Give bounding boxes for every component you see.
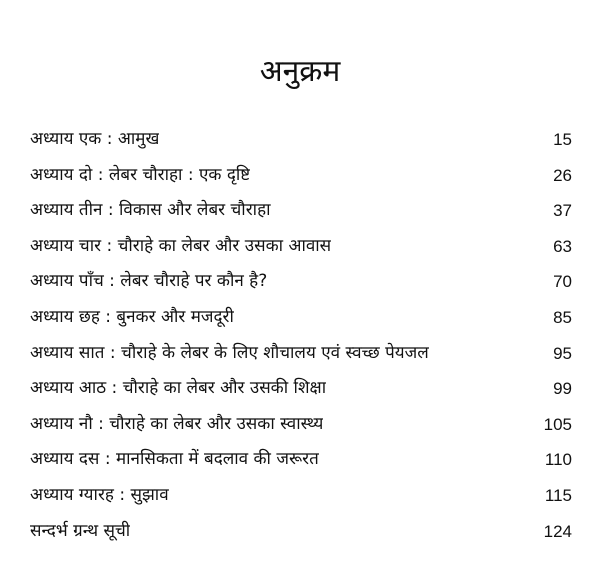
toc-entry-label: अध्याय नौ : चौराहे का लेबर और उसका स्वास्थ्य bbox=[30, 413, 324, 434]
toc-entry-page: 70 bbox=[553, 272, 572, 292]
toc-entry bbox=[30, 158, 572, 194]
toc-entry bbox=[30, 407, 572, 443]
toc-entry-label: अध्याय दस : मानसिकता में बदलाव की जरूरत bbox=[30, 449, 319, 470]
toc-entry-page: 115 bbox=[544, 485, 572, 505]
toc-entry-page: 110 bbox=[544, 450, 572, 470]
toc-entry bbox=[30, 193, 572, 229]
toc-entry bbox=[30, 122, 572, 158]
toc-entry-page: 26 bbox=[553, 165, 572, 185]
toc-entry-label: अध्याय पाँच : लेबर चौराहे पर कौन है? bbox=[30, 271, 268, 292]
toc-entry-label: सन्दर्भ ग्रन्थ सूची bbox=[30, 520, 131, 541]
toc-entry bbox=[30, 229, 572, 265]
toc-entry-label: अध्याय ग्यारह : सुझाव bbox=[30, 484, 169, 505]
toc-entry bbox=[30, 300, 572, 336]
toc-entry-page: 85 bbox=[553, 307, 572, 327]
toc-entry-page: 105 bbox=[543, 414, 572, 434]
toc-entry bbox=[30, 336, 572, 372]
toc-entry-label: अध्याय एक : आमुख bbox=[30, 129, 160, 149]
toc-entry-page: 15 bbox=[553, 130, 572, 149]
toc-list bbox=[30, 122, 572, 549]
toc-entry bbox=[30, 371, 572, 407]
toc-entry-label: अध्याय चार : चौराहे का लेबर और उसका आवास bbox=[30, 235, 332, 256]
toc-entry-label: अध्याय आठ : चौराहे का लेबर और उसकी शिक्षा bbox=[30, 378, 327, 399]
toc-entry-label: अध्याय सात : चौराहे के लेबर के लिए शौचालय एवं स्वच्छ पेयजल bbox=[30, 342, 429, 363]
toc-entry-page: 99 bbox=[553, 379, 572, 399]
toc-entry bbox=[30, 514, 572, 550]
toc-entry-page: 37 bbox=[553, 201, 572, 221]
toc-entry-page: 124 bbox=[543, 521, 572, 541]
toc-entry-label: अध्याय तीन : विकास और लेबर चौराहा bbox=[30, 200, 271, 221]
toc-entry bbox=[30, 478, 572, 514]
toc-entry bbox=[30, 442, 572, 478]
toc-entry bbox=[30, 264, 572, 300]
toc-entry-page: 95 bbox=[553, 343, 572, 363]
toc-entry-page: 63 bbox=[553, 236, 572, 256]
toc-entry-label: अध्याय छह : बुनकर और मजदूरी bbox=[30, 306, 234, 327]
toc-title: अनुक्रम bbox=[259, 54, 341, 89]
toc-entry-label: अध्याय दो : लेबर चौराहा : एक दृष्टि bbox=[30, 164, 251, 185]
